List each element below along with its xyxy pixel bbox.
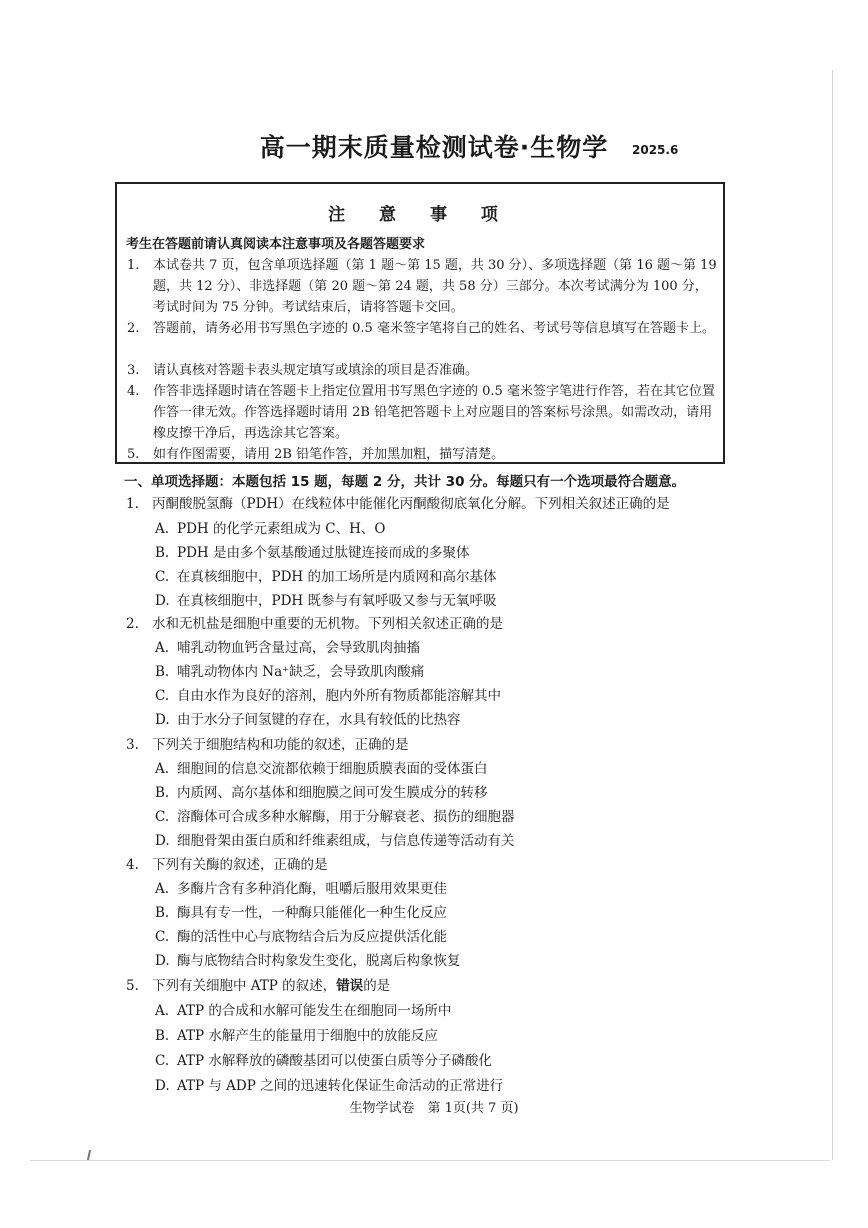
- answer-option: [155, 925, 447, 945]
- answer-option: [155, 636, 420, 656]
- option-text: PDH 是由多个氨基酸通过肽键连接而成的多聚体: [177, 545, 470, 561]
- option-text: 细胞间的信息交流都依赖于细胞质膜表面的受体蛋白: [177, 761, 488, 777]
- notice-item-number: 5.: [127, 447, 140, 462]
- answer-option: [155, 901, 447, 921]
- question-text: 水和无机盐是细胞中重要的无机物。下列相关叙述正确的是: [152, 616, 503, 632]
- option-text: ATP 与 ADP 之间的迅速转化保证生命活动的正常进行: [177, 1078, 504, 1094]
- question-stem: [126, 974, 390, 994]
- answer-option: [155, 684, 501, 704]
- question-text: 下列有关酶的叙述，正确的是: [152, 857, 328, 873]
- option-text: 哺乳动物体内 Na⁺缺乏，会导致肌肉酸痛: [177, 664, 425, 680]
- answer-option: [155, 781, 488, 801]
- option-label: B.: [155, 545, 170, 561]
- notice-item: [127, 360, 719, 381]
- notice-item-text: 请认真核对答题卡表头规定填写或填涂的项目是否准确。: [153, 363, 479, 378]
- option-label: C.: [155, 809, 170, 825]
- option-text: ATP 水解释放的磷酸基团可以使蛋白质等分子磷酸化: [177, 1053, 492, 1069]
- answer-option: [155, 708, 461, 728]
- notice-item-number: 3.: [127, 363, 140, 378]
- option-label: A.: [155, 521, 170, 537]
- notice-heading: 注 意 事 项: [328, 205, 512, 225]
- question-stem: [126, 853, 328, 873]
- notice-item: [127, 444, 719, 465]
- section-heading: 一、单项选择题：本题包括 15 题，每题 2 分，共计 30 分。每题只有一个选项最符合题意。: [124, 474, 686, 490]
- option-label: B.: [155, 1028, 170, 1044]
- notice-item-text: 答题前，请务必用书写黑色字迹的 0.5 毫米签字笔将自己的姓名、考试号等信息填写在答题卡上。: [153, 321, 715, 336]
- answer-option: [155, 1049, 492, 1069]
- notice-box: [115, 182, 725, 464]
- option-text: ATP 水解产生的能量用于细胞中的放能反应: [177, 1028, 438, 1044]
- option-label: C.: [155, 688, 170, 704]
- option-text: 细胞骨架由蛋白质和纤维素组成，与信息传递等活动有关: [177, 833, 515, 849]
- question-text: 下列有关细胞中 ATP 的叙述，: [152, 978, 337, 994]
- answer-option: [155, 805, 515, 825]
- scan-edge-bottom: [30, 1160, 830, 1161]
- notice-item-number: 4.: [127, 384, 140, 399]
- option-label: A.: [155, 761, 170, 777]
- notice-item-number: 2.: [127, 321, 140, 336]
- question-number: 3.: [126, 737, 139, 753]
- option-text: 哺乳动物血钙含量过高，会导致肌肉抽搐: [177, 640, 420, 656]
- answer-option: [155, 565, 496, 585]
- answer-option: [155, 1074, 503, 1094]
- question-number: 5.: [126, 978, 139, 994]
- exam-title: 高一期末质量检测试卷·生物学: [259, 133, 609, 162]
- option-text: 内质网、高尔基体和细胞膜之间可发生膜成分的转移: [177, 785, 488, 801]
- option-label: D.: [155, 712, 170, 728]
- question-number: 2.: [126, 616, 139, 632]
- option-label: C.: [155, 569, 170, 585]
- question-stem: [126, 492, 670, 512]
- notice-item-text: 如有作图需要，请用 2B 铅笔作答，并加黑加粗，描写清楚。: [153, 447, 505, 462]
- page-footer: 生物学试卷 第 1页(共 7 页): [349, 1101, 519, 1116]
- option-text: 溶酶体可合成多种水解酶，用于分解衰老、损伤的细胞器: [177, 809, 515, 825]
- answer-option: [155, 589, 496, 609]
- notice-item: [127, 381, 719, 444]
- question-number: 4.: [126, 857, 139, 873]
- option-label: C.: [155, 929, 170, 945]
- option-text: 由于水分子间氢键的存在，水具有较低的比热容: [177, 712, 461, 728]
- answer-option: [155, 1024, 438, 1044]
- option-label: A.: [155, 640, 170, 656]
- option-text: 酶与底物结合时构象发生变化，脱离后构象恢复: [177, 953, 461, 969]
- answer-option: [155, 877, 447, 897]
- notice-item-text: 作答非选择题时请在答题卡上指定位置用书写黑色字迹的 0.5 毫米签字笔进行作答，若在其它位置作答一律无效。作答选择题时请用 2B 铅笔把答题卡上对应题目的答案标号涂黑。如需改动，请用橡皮擦干净后，再选涂其它答案。: [153, 384, 715, 441]
- exam-date: 2025.6: [632, 143, 679, 157]
- question-emphasis: 错误: [336, 978, 364, 994]
- question-text: 丙酮酸脱氢酶（PDH）在线粒体中能催化丙酮酸彻底氧化分解。下列相关叙述正确的是: [152, 496, 670, 512]
- notice-subtitle: 考生在答题前请认真阅读本注意事项及各题答题要求: [126, 237, 426, 252]
- question-stem: [126, 612, 503, 632]
- option-text: PDH 的化学元素组成为 C、H、O: [177, 521, 386, 537]
- option-label: C.: [155, 1053, 170, 1069]
- option-text: 在真核细胞中，PDH 既参与有氧呼吸又参与无氧呼吸: [177, 593, 497, 609]
- notice-item-text: 本试卷共 7 页，包含单项选择题（第 1 题～第 15 题，共 30 分）、多项选择题（第 16 题～第 19 题，共 12 分）、非选择题（第 20 题～第 24 题，共 58 分）三部分。本次考试满分为 100 分，考试时间为 75 分钟。考试结束后，请将答题卡交回。: [153, 258, 717, 315]
- option-text: 多酶片含有多种消化酶，咀嚼后服用效果更佳: [177, 881, 447, 897]
- option-text: 自由水作为良好的溶剂，胞内外所有物质都能溶解其中: [177, 688, 501, 704]
- option-label: A.: [155, 1003, 170, 1019]
- answer-option: [155, 757, 488, 777]
- answer-option: [155, 949, 461, 969]
- option-label: B.: [155, 785, 170, 801]
- notice-item: [127, 318, 719, 339]
- option-text: 酶的活性中心与底物结合后为反应提供活化能: [177, 929, 447, 945]
- question-number: 1.: [126, 496, 139, 512]
- answer-option: [155, 517, 385, 537]
- option-label: B.: [155, 905, 170, 921]
- option-label: D.: [155, 1078, 170, 1094]
- question-text-end: 的是: [363, 978, 391, 994]
- scan-edge-right: [832, 70, 833, 1160]
- option-label: B.: [155, 664, 170, 680]
- notice-item-number: 1.: [127, 258, 140, 273]
- scan-mark: [87, 1150, 91, 1160]
- option-label: D.: [155, 593, 170, 609]
- option-label: A.: [155, 881, 170, 897]
- question-stem: [126, 733, 409, 753]
- option-label: D.: [155, 833, 170, 849]
- option-text: ATP 的合成和水解可能发生在细胞同一场所中: [177, 1003, 452, 1019]
- notice-item: [127, 255, 719, 318]
- question-text: 下列关于细胞结构和功能的叙述，正确的是: [152, 737, 409, 753]
- option-text: 在真核细胞中，PDH 的加工场所是内质网和高尔基体: [177, 569, 497, 585]
- option-text: 酶具有专一性，一种酶只能催化一种生化反应: [177, 905, 447, 921]
- option-label: D.: [155, 953, 170, 969]
- answer-option: [155, 541, 469, 561]
- answer-option: [155, 999, 451, 1019]
- answer-option: [155, 829, 515, 849]
- answer-option: [155, 660, 424, 680]
